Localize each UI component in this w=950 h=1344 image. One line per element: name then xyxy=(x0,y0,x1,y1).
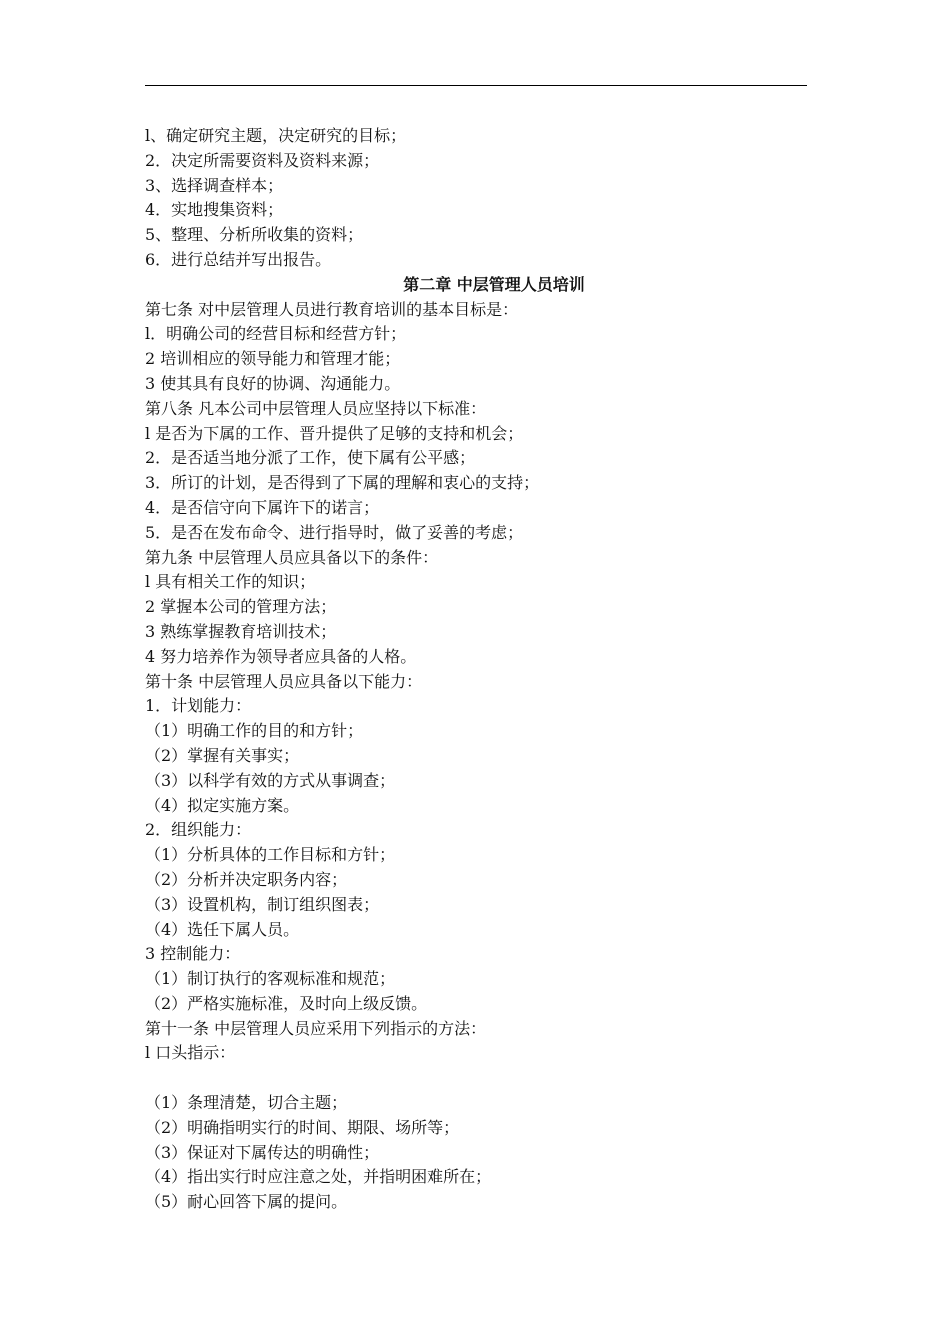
text-line: 2．组织能力： xyxy=(145,820,252,840)
text-line: l．明确公司的经营目标和经营方针； xyxy=(145,324,407,344)
text-line: 第八条 凡本公司中层管理人员应坚持以下标准： xyxy=(145,398,487,418)
text-line: （3）设置机构，制订组织图表； xyxy=(145,894,380,914)
chapter-heading: 第二章 中层管理人员培训 xyxy=(403,274,585,294)
text-line: 2 培训相应的领导能力和管理才能； xyxy=(145,349,401,369)
header-rule xyxy=(145,85,807,86)
text-line: 第七条 对中层管理人员进行教育培训的基本目标是： xyxy=(145,299,519,319)
text-line: （1）制订执行的客观标准和规范； xyxy=(145,969,396,989)
text-line: （5）耐心回答下属的提问。 xyxy=(145,1192,348,1212)
text-line: l 是否为下属的工作、晋升提供了足够的支持和机会； xyxy=(145,423,524,443)
text-line: 4．实地搜集资料； xyxy=(145,200,284,220)
text-line: l、确定研究主题，决定研究的目标； xyxy=(145,126,407,145)
text-line: 第九条 中层管理人员应具备以下的条件： xyxy=(145,547,439,567)
text-line: 2 掌握本公司的管理方法； xyxy=(145,597,337,617)
blank-line xyxy=(145,1066,807,1091)
text-line: 3．所订的计划，是否得到了下属的理解和衷心的支持； xyxy=(145,473,540,493)
text-line: （3）以科学有效的方式从事调查； xyxy=(145,770,396,790)
text-line: 6．进行总结并写出报告。 xyxy=(145,249,332,269)
text-line: 2．决定所需要资料及资料来源； xyxy=(145,150,380,170)
text-line: 3 使其具有良好的协调、沟通能力。 xyxy=(145,373,401,393)
text-line: 4 努力培养作为领导者应具备的人格。 xyxy=(145,646,417,666)
text-line: （1）明确工作的目的和方针； xyxy=(145,721,364,741)
text-line: （3）保证对下属传达的明确性； xyxy=(145,1142,380,1162)
text-line: 4．是否信守向下属许下的诺言； xyxy=(145,497,380,517)
text-line: l 具有相关工作的知识； xyxy=(145,572,316,592)
text-line: l 口头指示： xyxy=(145,1043,236,1063)
text-line: （2）严格实施标准，及时向上级反馈。 xyxy=(145,993,428,1013)
text-line: （1）条理清楚，切合主题； xyxy=(145,1093,348,1113)
document-body xyxy=(145,124,807,1215)
text-line: 第十一条 中层管理人员应采用下列指示的方法： xyxy=(145,1018,487,1038)
text-line: 5、整理、分析所收集的资料； xyxy=(145,225,364,245)
text-line: 3 控制能力： xyxy=(145,944,241,964)
text-line: （4）拟定实施方案。 xyxy=(145,795,300,815)
text-line: 3 熟练掌握教育培训技术； xyxy=(145,621,337,641)
text-line: 第十条 中层管理人员应具备以下能力： xyxy=(145,671,423,691)
text-line: 2．是否适当地分派了工作，使下属有公平感； xyxy=(145,448,476,468)
text-line: （2）掌握有关事实； xyxy=(145,745,300,765)
text-line: （2）分析并决定职务内容； xyxy=(145,869,348,889)
text-line: （2）明确指明实行的时间、期限、场所等； xyxy=(145,1117,460,1137)
text-line: 3、选择调查样本； xyxy=(145,175,284,195)
text-line: 1．计划能力： xyxy=(145,696,252,716)
text-line: （1）分析具体的工作目标和方针； xyxy=(145,845,396,865)
text-line: （4）选任下属人员。 xyxy=(145,919,300,939)
text-line: 5．是否在发布命令、进行指导时，做了妥善的考虑； xyxy=(145,522,524,542)
text-line: （4）指出实行时应注意之处，并指明困难所在； xyxy=(145,1167,492,1187)
